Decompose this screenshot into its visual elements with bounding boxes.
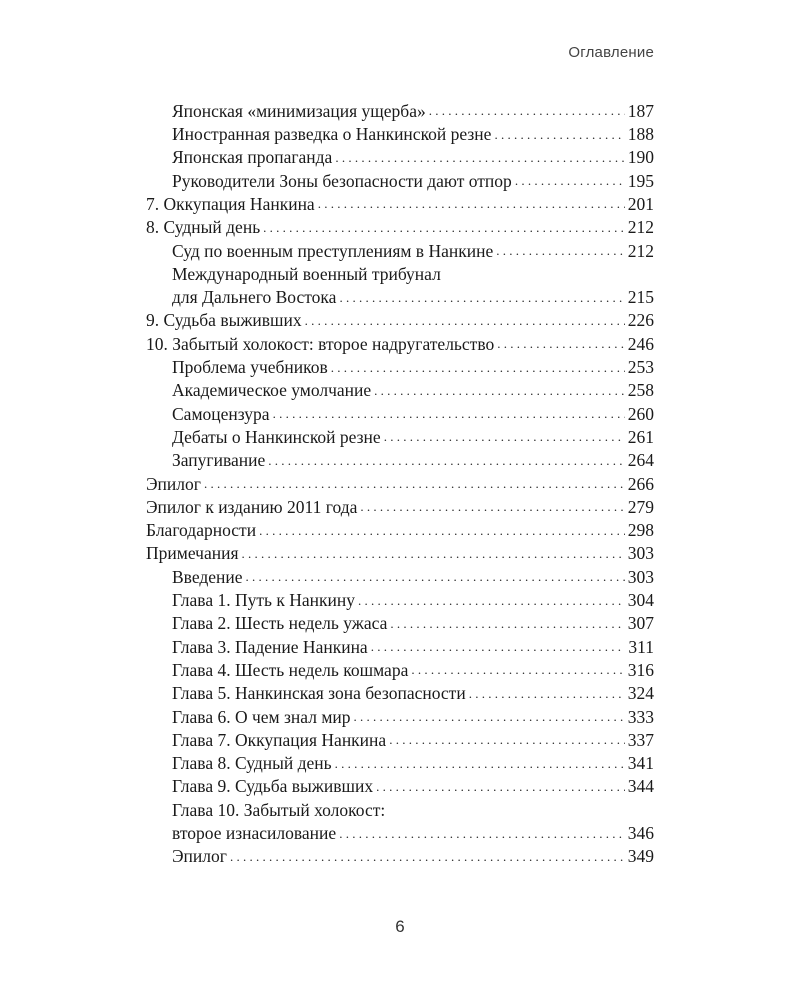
toc-entry [146,97,654,120]
dot-leader [242,547,625,560]
dot-leader [263,221,625,234]
toc-entry-page: 307 [627,613,654,634]
toc-entry-title: 8. Судный день [146,217,261,238]
toc-chapter [146,190,654,213]
toc-entry [146,586,654,609]
toc-entry-page: 190 [627,147,654,168]
toc-chapter [146,516,654,539]
toc-entry-title: 10. Забытый холокост: второе надругательство [146,333,495,354]
toc-entry-title: Глава 10. Забытый холокост: [172,799,386,820]
toc-chapter [146,493,654,516]
toc-entry-page: 324 [627,683,654,704]
toc-entry-page: 195 [627,170,654,191]
toc-entry-page: 264 [627,450,654,471]
toc-entry [146,446,654,469]
toc-chapter [146,213,654,236]
toc-entry-title: Глава 6. О чем знал мир [172,706,351,727]
toc-entry-page: 261 [627,426,654,447]
toc-entry-title: 7. Оккупация Нанкина [146,193,315,214]
dot-leader [268,454,624,467]
toc-entry-page: 266 [627,473,654,494]
toc-entry-page: 311 [628,636,654,657]
dot-leader [273,407,625,420]
toc-entry-title: Суд по военным преступлениям в Нанкине [172,240,494,261]
toc-entry [146,400,654,423]
toc-entry-title: Глава 1. Путь к Нанкину [172,590,355,611]
dot-leader [339,827,625,840]
dot-leader [374,384,625,397]
toc-entry-title: Запугивание [172,450,266,471]
toc-chapter [146,307,654,330]
toc-entry-title: Самоцензура [172,403,270,424]
toc-entry-page: 304 [627,590,654,611]
dot-leader [335,757,625,770]
dot-leader [204,477,625,490]
toc-entry-title: Международный военный трибунал [172,263,441,284]
toc-entry [146,656,654,679]
running-head: Оглавление [568,44,654,61]
toc-entry-title: Глава 9. Судьба выживших [172,776,374,797]
dot-leader [259,524,625,537]
toc-entry [146,353,654,376]
toc-entry-title: Японская пропаганда [172,147,333,168]
toc-entry-title: Благодарности [146,520,257,541]
table-of-contents [146,97,654,866]
dot-leader [494,128,624,141]
toc-entry [146,749,654,772]
toc-entry-page: 337 [627,729,654,750]
dot-leader [376,780,625,793]
toc-entry [146,377,654,400]
toc-entry-page: 187 [627,100,654,121]
dot-leader [339,291,624,304]
toc-entry-title: Эпилог [146,473,201,494]
dot-leader [390,617,624,630]
toc-entry [146,633,654,656]
toc-entry-title: 9. Судьба выживших [146,310,302,331]
toc-entry-page: 303 [627,543,654,564]
toc-entry-title: Глава 5. Нанкинская зона безопасности [172,683,466,704]
toc-entry-page: 212 [627,240,654,261]
toc-entry-page: 344 [627,776,654,797]
toc-entry [146,563,654,586]
toc-entry-title: Глава 3. Падение Нанкина [172,636,368,657]
dot-leader [331,361,625,374]
toc-entry-title: Глава 4. Шесть недель кошмара [172,659,409,680]
dot-leader [305,314,625,327]
toc-entry [146,423,654,446]
toc-entry-title: Японская «минимизация ущерба» [172,100,426,121]
dot-leader [354,710,625,723]
toc-entry-page: 215 [627,287,654,308]
dot-leader [496,244,625,257]
toc-entry-title: Эпилог к изданию 2011 года [146,496,358,517]
dot-leader [515,174,625,187]
dot-leader [411,663,624,676]
toc-entry-page: 188 [627,124,654,145]
toc-entry-title: Глава 2. Шесть недель ужаса [172,613,388,634]
dot-leader [230,850,625,863]
toc-entry-page: 349 [627,846,654,867]
toc-entry-page: 253 [627,357,654,378]
toc-entry-page: 260 [627,403,654,424]
toc-entry-page: 212 [627,217,654,238]
toc-entry [146,610,654,633]
toc-entry [146,843,654,866]
dot-leader [497,337,625,350]
toc-entry-title: Глава 8. Судный день [172,753,332,774]
toc-entry-page: 226 [627,310,654,331]
toc-entry [146,773,654,796]
toc-entry-title: Академическое умолчание [172,380,372,401]
toc-entry [146,237,654,260]
toc-entry [146,167,654,190]
toc-entry-page: 346 [627,823,654,843]
toc-entry-title: Примечания [146,543,239,564]
toc-entry-first-line [146,796,654,819]
toc-entry-title: Дебаты о Нанкинской резне [172,426,381,447]
dot-leader [384,430,625,443]
dot-leader [318,197,625,210]
dot-leader [358,594,625,607]
toc-entry-title: Введение [172,566,243,587]
toc-entry-page: 279 [627,496,654,517]
toc-entry-title: второе изнасилование [172,823,337,843]
dot-leader [371,640,626,653]
toc-entry-page: 316 [627,659,654,680]
toc-entry-first-line [146,260,654,283]
dot-leader [360,500,624,513]
toc-entry [146,144,654,167]
dot-leader [246,570,625,583]
toc-entry-page: 246 [627,333,654,354]
dot-leader [335,151,624,164]
toc-entry-title: Проблема учебников [172,357,328,378]
toc-entry-page: 298 [627,520,654,541]
dot-leader [469,687,625,700]
toc-entry-page: 303 [627,566,654,587]
page-number: 6 [395,917,405,936]
dot-leader [429,104,625,117]
toc-chapter [146,330,654,353]
toc-entry-title: для Дальнего Востока [172,287,337,308]
toc-entry-page: 201 [627,193,654,214]
toc-entry [146,819,654,842]
toc-entry [146,726,654,749]
toc-chapter [146,540,654,563]
toc-entry [146,703,654,726]
toc-entry-page: 333 [627,706,654,727]
dot-leader [389,733,625,746]
toc-entry-title: Глава 7. Оккупация Нанкина [172,729,387,750]
toc-entry-title: Иностранная разведка о Нанкинской резне [172,124,492,145]
toc-entry-page: 341 [627,753,654,774]
toc-entry-title: Руководители Зоны безопасности дают отпор [172,170,512,191]
toc-entry-page: 258 [627,380,654,401]
toc-entry [146,283,654,306]
toc-entry [146,120,654,143]
toc-entry [146,679,654,702]
toc-entry-title: Эпилог [172,846,227,867]
toc-chapter [146,470,654,493]
